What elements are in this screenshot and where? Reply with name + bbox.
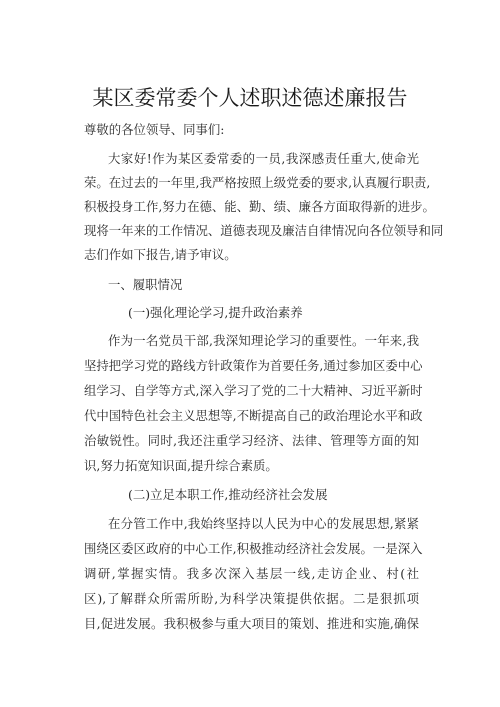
sub2-line-4: 区),了解群众所需所盼,为科学决策提供依据。二是狠抓项 <box>84 591 419 606</box>
sub1-line-4: 代中国特色社会主义思想等,不断提高自己的政治理论水平和政 <box>84 408 423 423</box>
sub1-line-2: 坚持把学习党的路线方针政策作为首要任务,通过参加区委中心 <box>84 358 423 373</box>
intro-line-5: 志们作如下报告,请予审议。 <box>84 247 237 262</box>
intro-line-3: 积极投身工作,努力在德、能、勤、绩、廉各方面取得新的进步。 <box>84 199 435 214</box>
document-title: 某区委常委个人述职述德述廉报告 <box>92 86 408 110</box>
salutation: 尊敬的各位领导、同事们: <box>84 122 225 137</box>
section-heading: 一、履职情况 <box>108 277 183 292</box>
sub2-line-2: 围绕区委区政府的中心工作,积极推动经济社会发展。一是深入 <box>84 541 423 556</box>
intro-line-1: 大家好!作为某区委常委的一员,我深感责任重大,使命光 <box>108 151 419 166</box>
subsection-heading-2: (二)立足本职工作,推动经济社会发展 <box>128 487 328 502</box>
intro-line-4: 现将一年来的工作情况、道德表现及廉洁自律情况向各位领导和同 <box>84 223 444 238</box>
sub2-line-3: 调研,掌握实情。我多次深入基层一线,走访企业、村(社 <box>84 566 419 581</box>
sub1-line-3: 组学习、自学等方式,深入学习了党的二十大精神、习近平新时 <box>84 383 423 398</box>
sub2-line-5: 目,促进发展。我积极参与重大项目的策划、推进和实施,确保 <box>84 616 419 631</box>
intro-line-2: 荣。在过去的一年里,我严格按照上级党委的要求,认真履行职责, <box>84 175 431 190</box>
sub1-line-5: 治敏锐性。同时,我还注重学习经济、法律、管理等方面的知 <box>84 433 419 448</box>
sub2-line-1: 在分管工作中,我始终坚持以人民为中心的发展思想,紧紧 <box>108 516 419 531</box>
sub1-line-6: 识,努力拓宽知识面,提升综合素质。 <box>84 458 278 473</box>
subsection-heading-1: (一)强化理论学习,提升政治素养 <box>128 305 303 320</box>
sub1-line-1: 作为一名党员干部,我深知理论学习的重要性。一年来,我 <box>108 333 419 348</box>
